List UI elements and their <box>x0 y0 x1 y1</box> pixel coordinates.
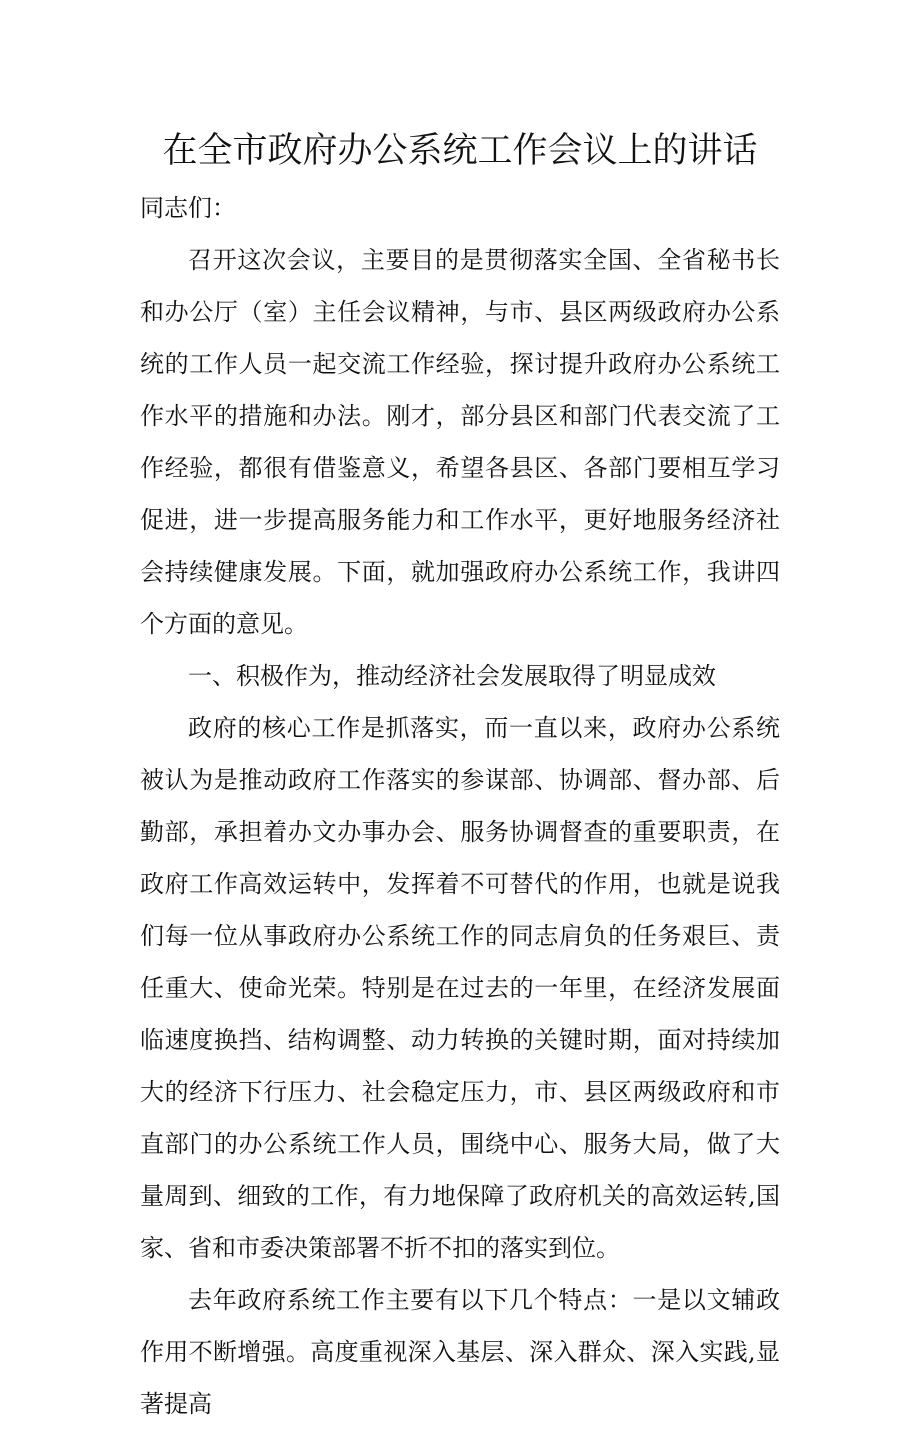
document-body <box>140 182 780 1430</box>
section-heading: 一、积极作为，推动经济社会发展取得了明显成效 <box>188 662 716 690</box>
paragraph-features: 去年政府系统工作主要有以下几个特点：一是以文辅政作用不断增强。高度重视深入基层、深入群众、深入实践,显著提高 <box>140 1286 780 1418</box>
paragraph-core-work: 政府的核心工作是抓落实，而一直以来，政府办公系统被认为是推动政府工作落实的参谋部、协调部、督办部、后勤部，承担着办文办事办会、服务协调督查的重要职责，在政府工作高效运转中，发挥着不可替代的作用，也就是说我们每一位从事政府办公系统工作的同志肩负的任务艰巨、责任重大、使命光荣。特别是在过去的一年里，在经济发展面临速度换挡、结构调整、动力转换的关键时期，面对持续加大的经济下行压力、社会稳定压力，市、县区两级政府和市直部门的办公系统工作人员，围绕中心、服务大局，做了大量周到、细致的工作，有力地保障了政府机关的高效运转,国家、省和市委决策部署不折不扣的落实到位。 <box>140 714 780 1262</box>
document-title: 在全市政府办公系统工作会议上的讲话 <box>162 131 758 171</box>
salutation: 同志们： <box>140 194 236 222</box>
paragraph-opening: 召开这次会议，主要目的是贯彻落实全国、全省秘书长和办公厅（室）主任会议精神，与市、县区两级政府办公系统的工作人员一起交流工作经验，探讨提升政府办公系统工作水平的措施和办法。刚才，部分县区和部门代表交流了工作经验，都很有借鉴意义，希望各县区、各部门要相互学习促进，进一步提高服务能力和工作水平，更好地服务经济社会持续健康发展。下面，就加强政府办公系统工作，我讲四个方面的意见。 <box>140 246 780 638</box>
